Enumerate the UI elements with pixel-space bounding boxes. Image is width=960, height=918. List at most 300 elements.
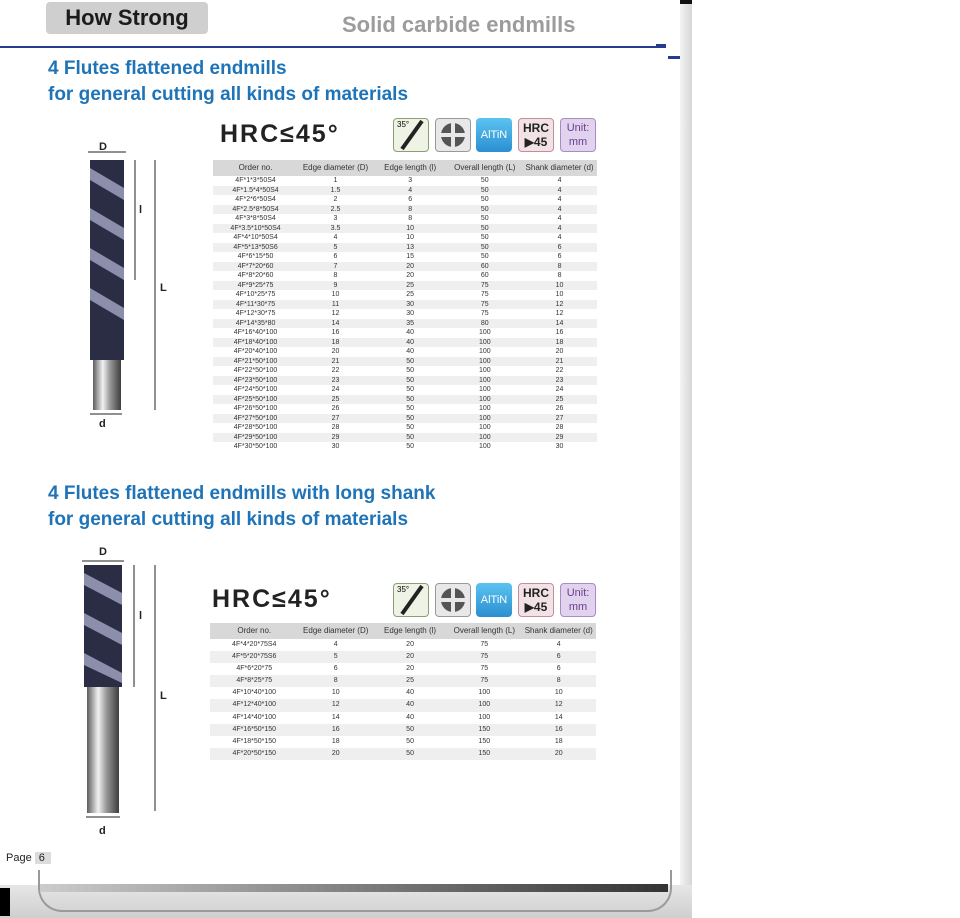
L-label: L <box>160 282 167 294</box>
table-cell: 25 <box>406 291 415 298</box>
table-cell: 24 <box>331 386 340 393</box>
spec-table-1-body <box>213 176 597 452</box>
table-cell: 4F*6*15*50 <box>237 253 274 260</box>
table-cell: 26 <box>331 405 340 412</box>
section2-heading <box>48 481 435 533</box>
table-cell: 29 <box>522 433 597 443</box>
section2-heading-line1: 4 Flutes flattened endmills with long shank <box>48 483 436 504</box>
table-cell: 24 <box>555 386 564 393</box>
table-cell: 28 <box>331 424 340 431</box>
table-cell: 100 <box>478 386 491 393</box>
table-cell: 50 <box>373 414 448 424</box>
table-cell: 50 <box>480 234 489 241</box>
table-row <box>210 748 596 760</box>
table-cell: 100 <box>478 405 491 412</box>
table-row <box>213 319 597 329</box>
table-row <box>213 442 597 452</box>
hrc-icon <box>518 118 554 152</box>
table-cell: 12 <box>522 300 597 310</box>
table-row <box>213 186 597 196</box>
unit-icon-bottom: mm <box>568 136 588 148</box>
table-cell: 4F*14*35*80 <box>213 319 298 329</box>
table-row <box>210 699 596 711</box>
table-cell: 4F*2.5*8*50S4 <box>213 205 298 215</box>
table-cell: 40 <box>373 699 447 711</box>
page-number: 6 <box>35 852 51 864</box>
table-cell: 18 <box>522 338 597 348</box>
col-edge-length: Edge length (l) <box>373 160 448 176</box>
helix-angle-value: 35° <box>397 585 410 594</box>
table-cell: 8 <box>557 272 562 279</box>
table-row <box>213 385 597 395</box>
table-cell: 100 <box>478 348 491 355</box>
d-label-2: d <box>99 825 106 837</box>
four-flute-glyph <box>436 584 470 616</box>
table-cell: 22 <box>331 367 340 374</box>
table-cell: 8 <box>521 675 596 687</box>
table-cell: 26 <box>555 405 564 412</box>
table-cell: 20 <box>555 348 564 355</box>
table-cell: 4F*20*40*100 <box>233 348 278 355</box>
table-cell: 18 <box>331 737 340 745</box>
section1-heading-line1: 4 Flutes flattened endmills <box>48 58 287 79</box>
table-cell: 100 <box>478 689 491 697</box>
hrc-rating-1: HRC≤45° <box>220 120 340 148</box>
table-cell: 4F*11*30*75 <box>213 300 298 310</box>
col-edge-length: Edge length (l) <box>373 623 447 639</box>
altin-coating-icon: AlTiN <box>476 118 512 152</box>
helix-angle-icon <box>393 118 429 152</box>
four-flute-icon <box>435 583 471 617</box>
table-cell: 23 <box>522 376 597 386</box>
table-cell: 75 <box>447 675 521 687</box>
table-cell: 100 <box>447 395 522 405</box>
table-cell: 10 <box>555 291 564 298</box>
l-label: l <box>139 204 143 216</box>
table-cell: 4F*1*3*50S4 <box>235 177 276 184</box>
table-cell: 7 <box>298 262 373 272</box>
table-cell: 20 <box>373 262 448 272</box>
unit-icon-top: Unit: <box>566 587 590 599</box>
table-cell: 75 <box>480 310 489 317</box>
table-cell: 50 <box>373 748 447 760</box>
section1-heading-line2: for general cutting all kinds of materials <box>48 84 409 105</box>
header-rule <box>0 46 660 48</box>
table-cell: 3.5 <box>298 224 373 234</box>
table-cell: 20 <box>298 748 373 760</box>
table-row <box>213 366 597 376</box>
table-cell: 4F*9*25*75 <box>213 281 298 291</box>
table-cell: 4F*23*50*100 <box>213 376 298 386</box>
table-cell: 4F*24*50*100 <box>233 386 278 393</box>
spec-table-1 <box>213 160 597 452</box>
table-cell: 4F*5*13*50S6 <box>213 243 298 253</box>
table-cell: 10 <box>406 234 415 241</box>
table-cell: 4F*25*50*100 <box>213 395 298 405</box>
table-cell: 6 <box>333 665 338 673</box>
table-cell: 5 <box>298 243 373 253</box>
table-cell: 4F*30*50*100 <box>233 443 278 450</box>
table-cell: 14 <box>522 319 597 329</box>
table-cell: 30 <box>555 443 564 450</box>
col-order-no: Order no. <box>213 160 298 176</box>
table-row <box>210 687 596 699</box>
spec-table-2 <box>210 623 596 760</box>
table-cell: 25 <box>298 395 373 405</box>
table-cell: 50 <box>447 243 522 253</box>
table-row <box>213 328 597 338</box>
table-cell: 29 <box>298 433 373 443</box>
table-row <box>213 271 597 281</box>
table-cell: 100 <box>447 357 522 367</box>
unit-icon <box>560 118 596 152</box>
table-cell: 60 <box>480 272 489 279</box>
table-cell: 4F*4*10*50S4 <box>233 234 278 241</box>
table-row <box>213 252 597 262</box>
table-cell: 10 <box>554 689 563 697</box>
table-row <box>213 357 597 367</box>
table-cell: 10 <box>331 689 340 697</box>
table-cell: 10 <box>331 291 340 298</box>
table-cell: 20 <box>406 665 414 673</box>
table-cell: 50 <box>447 224 522 234</box>
table-cell: 4F*4*20*75S4 <box>232 641 277 648</box>
table-cell: 75 <box>480 291 489 298</box>
spec-table-1-header <box>213 160 597 176</box>
table-cell: 100 <box>478 329 491 336</box>
table-cell: 1.5 <box>298 186 373 196</box>
table-cell: 40 <box>406 348 415 355</box>
table-cell: 8 <box>373 205 448 215</box>
table-cell: 3 <box>408 177 413 184</box>
table-cell: 75 <box>447 651 521 663</box>
col-shank-diameter: Shank diameter (d) <box>521 623 596 639</box>
table-cell: 4F*16*50*150 <box>210 724 298 736</box>
table-cell: 20 <box>521 748 596 760</box>
table-cell: 50 <box>373 395 448 405</box>
table-cell: 50 <box>373 357 448 367</box>
table-cell: 4F*3*8*50S4 <box>235 215 276 222</box>
table-cell: 16 <box>331 329 340 336</box>
table-cell: 40 <box>406 689 414 697</box>
section2-heading-line2: for general cutting all kinds of materials <box>48 509 409 530</box>
unit-icon <box>560 583 596 617</box>
table-cell: 18 <box>554 737 563 745</box>
unit-icon-top: Unit: <box>566 122 590 134</box>
table-cell: 18 <box>298 338 373 348</box>
spec-table-2-header <box>210 623 596 639</box>
page-bottom-bar <box>40 884 668 892</box>
table-cell: 27 <box>298 414 373 424</box>
table-cell: 8 <box>333 272 338 279</box>
table-row <box>213 224 597 234</box>
table-row <box>213 205 597 215</box>
corner-marker <box>0 888 10 916</box>
table-row <box>213 195 597 205</box>
table-cell: 22 <box>555 367 564 374</box>
table-cell: 4 <box>557 215 562 222</box>
table-cell: 6 <box>557 253 562 260</box>
table-row <box>213 262 597 272</box>
table-cell: 9 <box>298 281 373 291</box>
table-cell: 50 <box>480 196 489 203</box>
table-cell: 4 <box>557 177 562 184</box>
table-row <box>213 300 597 310</box>
table-cell: 100 <box>447 338 522 348</box>
table-row <box>210 651 596 663</box>
D-label: D <box>99 141 107 153</box>
table-cell: 50 <box>406 737 414 745</box>
table-cell: 10 <box>373 224 448 234</box>
table-cell: 75 <box>447 281 522 291</box>
table-cell: 5 <box>298 651 373 663</box>
table-cell: 4F*14*40*100 <box>232 713 277 721</box>
table-cell: 100 <box>478 367 491 374</box>
table-row <box>213 290 597 300</box>
table-row <box>213 433 597 443</box>
table-cell: 50 <box>480 177 489 184</box>
table-cell: 6 <box>333 253 338 260</box>
table-cell: 50 <box>373 376 448 386</box>
table-row <box>213 309 597 319</box>
four-flute-glyph <box>436 119 470 151</box>
table-cell: 50 <box>406 405 415 412</box>
hrc-icon-bottom: ▶45 <box>524 135 548 149</box>
table-cell: 50 <box>406 367 415 374</box>
table-cell: 4F*3.5*10*50S4 <box>213 224 298 234</box>
table-cell: 75 <box>480 641 489 648</box>
page-label: Page <box>6 852 32 864</box>
col-shank-diameter: Shank diameter (d) <box>522 160 597 176</box>
page-subtitle: Solid carbide endmills <box>342 12 576 37</box>
table-cell: 4F*16*40*100 <box>233 329 278 336</box>
helix-angle-icon <box>393 583 429 617</box>
table-cell: 60 <box>447 262 522 272</box>
table-cell: 20 <box>406 641 414 648</box>
table-cell: 4 <box>333 234 338 241</box>
table-cell: 4F*8*25*75 <box>210 675 298 687</box>
table-cell: 4F*27*50*100 <box>213 414 298 424</box>
table-row <box>213 214 597 224</box>
table-cell: 150 <box>447 748 521 760</box>
table-cell: 100 <box>478 713 491 721</box>
table-cell: 16 <box>521 724 596 736</box>
table-cell: 40 <box>406 713 414 721</box>
table-cell: 16 <box>555 329 564 336</box>
altin-coating-icon: AlTiN <box>476 583 512 617</box>
table-cell: 50 <box>447 186 522 196</box>
spec-table-2-body <box>210 639 596 760</box>
shank <box>93 360 121 410</box>
table-cell: 4F*10*40*100 <box>232 689 277 697</box>
table-cell: 4F*7*20*60 <box>213 262 298 272</box>
table-cell: 3 <box>333 215 338 222</box>
table-cell: 1 <box>333 177 338 184</box>
table-cell: 11 <box>298 300 373 310</box>
l-label-2: l <box>139 610 143 622</box>
table-cell: 100 <box>478 424 491 431</box>
table-row <box>210 675 596 687</box>
table-cell: 4F*22*50*100 <box>233 367 278 374</box>
table-cell: 8 <box>522 262 597 272</box>
table-cell: 10 <box>522 281 597 291</box>
table-cell: 14 <box>331 713 340 721</box>
table-cell: 25 <box>522 395 597 405</box>
table-cell: 35 <box>373 319 448 329</box>
table-cell: 4 <box>373 186 448 196</box>
table-cell: 4 <box>556 641 561 648</box>
table-cell: 2 <box>333 196 338 203</box>
table-cell: 23 <box>298 376 373 386</box>
table-cell: 6 <box>522 243 597 253</box>
table-cell: 50 <box>480 215 489 222</box>
hrc-icon-top: HRC <box>523 586 549 600</box>
table-cell: 4F*6*20*75 <box>236 665 273 673</box>
table-cell: 6 <box>521 651 596 663</box>
section1-heading <box>48 56 408 108</box>
table-cell: 4F*28*50*100 <box>233 424 278 431</box>
table-cell: 4 <box>522 205 597 215</box>
table-cell: 12 <box>521 699 596 711</box>
unit-icon-bottom: mm <box>568 601 588 613</box>
table-cell: 50 <box>447 205 522 215</box>
header-rule-tab <box>668 56 680 59</box>
table-cell: 6 <box>556 665 561 673</box>
table-row <box>213 281 597 291</box>
table-cell: 13 <box>373 243 448 253</box>
table-cell: 4 <box>333 641 338 648</box>
table-cell: 14 <box>554 713 563 721</box>
table-cell: 4F*5*20*75S6 <box>210 651 298 663</box>
table-cell: 4F*21*50*100 <box>213 357 298 367</box>
table-row <box>213 414 597 424</box>
table-cell: 12 <box>555 310 564 317</box>
col-edge-diameter: Edge diameter (D) <box>298 623 373 639</box>
table-cell: 50 <box>373 724 447 736</box>
table-cell: 100 <box>447 433 522 443</box>
table-cell: 15 <box>406 253 415 260</box>
shank <box>87 687 119 813</box>
table-cell: 27 <box>522 414 597 424</box>
table-cell: 4 <box>522 224 597 234</box>
table-cell: 50 <box>406 386 415 393</box>
hrc-rating-2: HRC≤45° <box>212 585 332 613</box>
table-cell: 75 <box>480 665 489 673</box>
table-cell: 4F*18*40*100 <box>213 338 298 348</box>
hrc-icon-bottom: ▶45 <box>524 600 548 614</box>
d-label: d <box>99 418 106 430</box>
table-cell: 30 <box>406 310 415 317</box>
table-cell: 40 <box>373 338 448 348</box>
table-cell: 25 <box>373 675 447 687</box>
table-cell: 4F*2*6*50S4 <box>235 196 276 203</box>
table-cell: 20 <box>373 651 447 663</box>
table-cell: 28 <box>555 424 564 431</box>
col-order-no: Order no. <box>210 623 298 639</box>
D-label-2: D <box>99 546 107 558</box>
table-row <box>213 233 597 243</box>
table-cell: 30 <box>331 443 340 450</box>
table-cell: 12 <box>331 310 340 317</box>
L-label-2: L <box>160 690 167 702</box>
table-cell: 25 <box>373 281 448 291</box>
brand-badge: How Strong <box>46 2 208 34</box>
table-row <box>213 338 597 348</box>
table-cell: 50 <box>480 253 489 260</box>
table-cell: 4F*29*50*100 <box>213 433 298 443</box>
table-row <box>210 639 596 651</box>
table-cell: 16 <box>298 724 373 736</box>
helix-angle-value: 35° <box>397 120 410 129</box>
table-cell: 50 <box>373 433 448 443</box>
four-flute-icon <box>435 118 471 152</box>
table-row <box>213 404 597 414</box>
table-cell: 8 <box>298 675 373 687</box>
col-edge-diameter: Edge diameter (D) <box>298 160 373 176</box>
table-cell: 4 <box>557 234 562 241</box>
table-cell: 4F*12*40*100 <box>210 699 298 711</box>
table-cell: 20 <box>406 272 415 279</box>
table-cell: 150 <box>447 724 521 736</box>
table-cell: 4F*20*50*150 <box>210 748 298 760</box>
page-edge-right <box>680 0 692 918</box>
col-overall-length: Overall length (L) <box>447 623 521 639</box>
table-cell: 4 <box>522 186 597 196</box>
table-cell: 100 <box>478 443 491 450</box>
table-cell: 4F*18*50*150 <box>232 737 277 745</box>
table-cell: 2.5 <box>298 205 373 215</box>
table-cell: 75 <box>447 300 522 310</box>
table-cell: 14 <box>298 319 373 329</box>
table-cell: 4F*26*50*100 <box>233 405 278 412</box>
table-cell: 100 <box>447 414 522 424</box>
table-cell: 150 <box>478 737 491 745</box>
table-cell: 50 <box>406 443 415 450</box>
table-cell: 100 <box>447 699 521 711</box>
table-row <box>210 736 596 748</box>
page-edge-corner <box>680 0 692 4</box>
header-rule-notch <box>656 44 666 48</box>
table-cell: 8 <box>408 215 413 222</box>
table-row <box>213 347 597 357</box>
table-cell: 80 <box>447 319 522 329</box>
table-row <box>210 663 596 675</box>
table-cell: 21 <box>298 357 373 367</box>
table-row <box>213 395 597 405</box>
table-row <box>213 243 597 253</box>
table-cell: 20 <box>331 348 340 355</box>
table-row <box>213 376 597 386</box>
table-cell: 4F*8*20*60 <box>237 272 274 279</box>
table-cell: 21 <box>522 357 597 367</box>
table-cell: 40 <box>406 329 415 336</box>
table-cell: 12 <box>298 699 373 711</box>
table-row <box>213 176 597 186</box>
table-cell: 30 <box>373 300 448 310</box>
table-cell: 6 <box>408 196 413 203</box>
table-cell: 50 <box>406 424 415 431</box>
table-cell: 4 <box>557 196 562 203</box>
table-cell: 100 <box>447 376 522 386</box>
hrc-icon-top: HRC <box>523 121 549 135</box>
table-cell: 4F*10*25*75 <box>235 291 276 298</box>
table-row <box>210 712 596 724</box>
col-overall-length: Overall length (L) <box>447 160 522 176</box>
table-cell: 4F*12*30*75 <box>235 310 276 317</box>
table-row <box>213 423 597 433</box>
page-footer <box>6 852 51 864</box>
table-cell: 4F*1.5*4*50S4 <box>213 186 298 196</box>
